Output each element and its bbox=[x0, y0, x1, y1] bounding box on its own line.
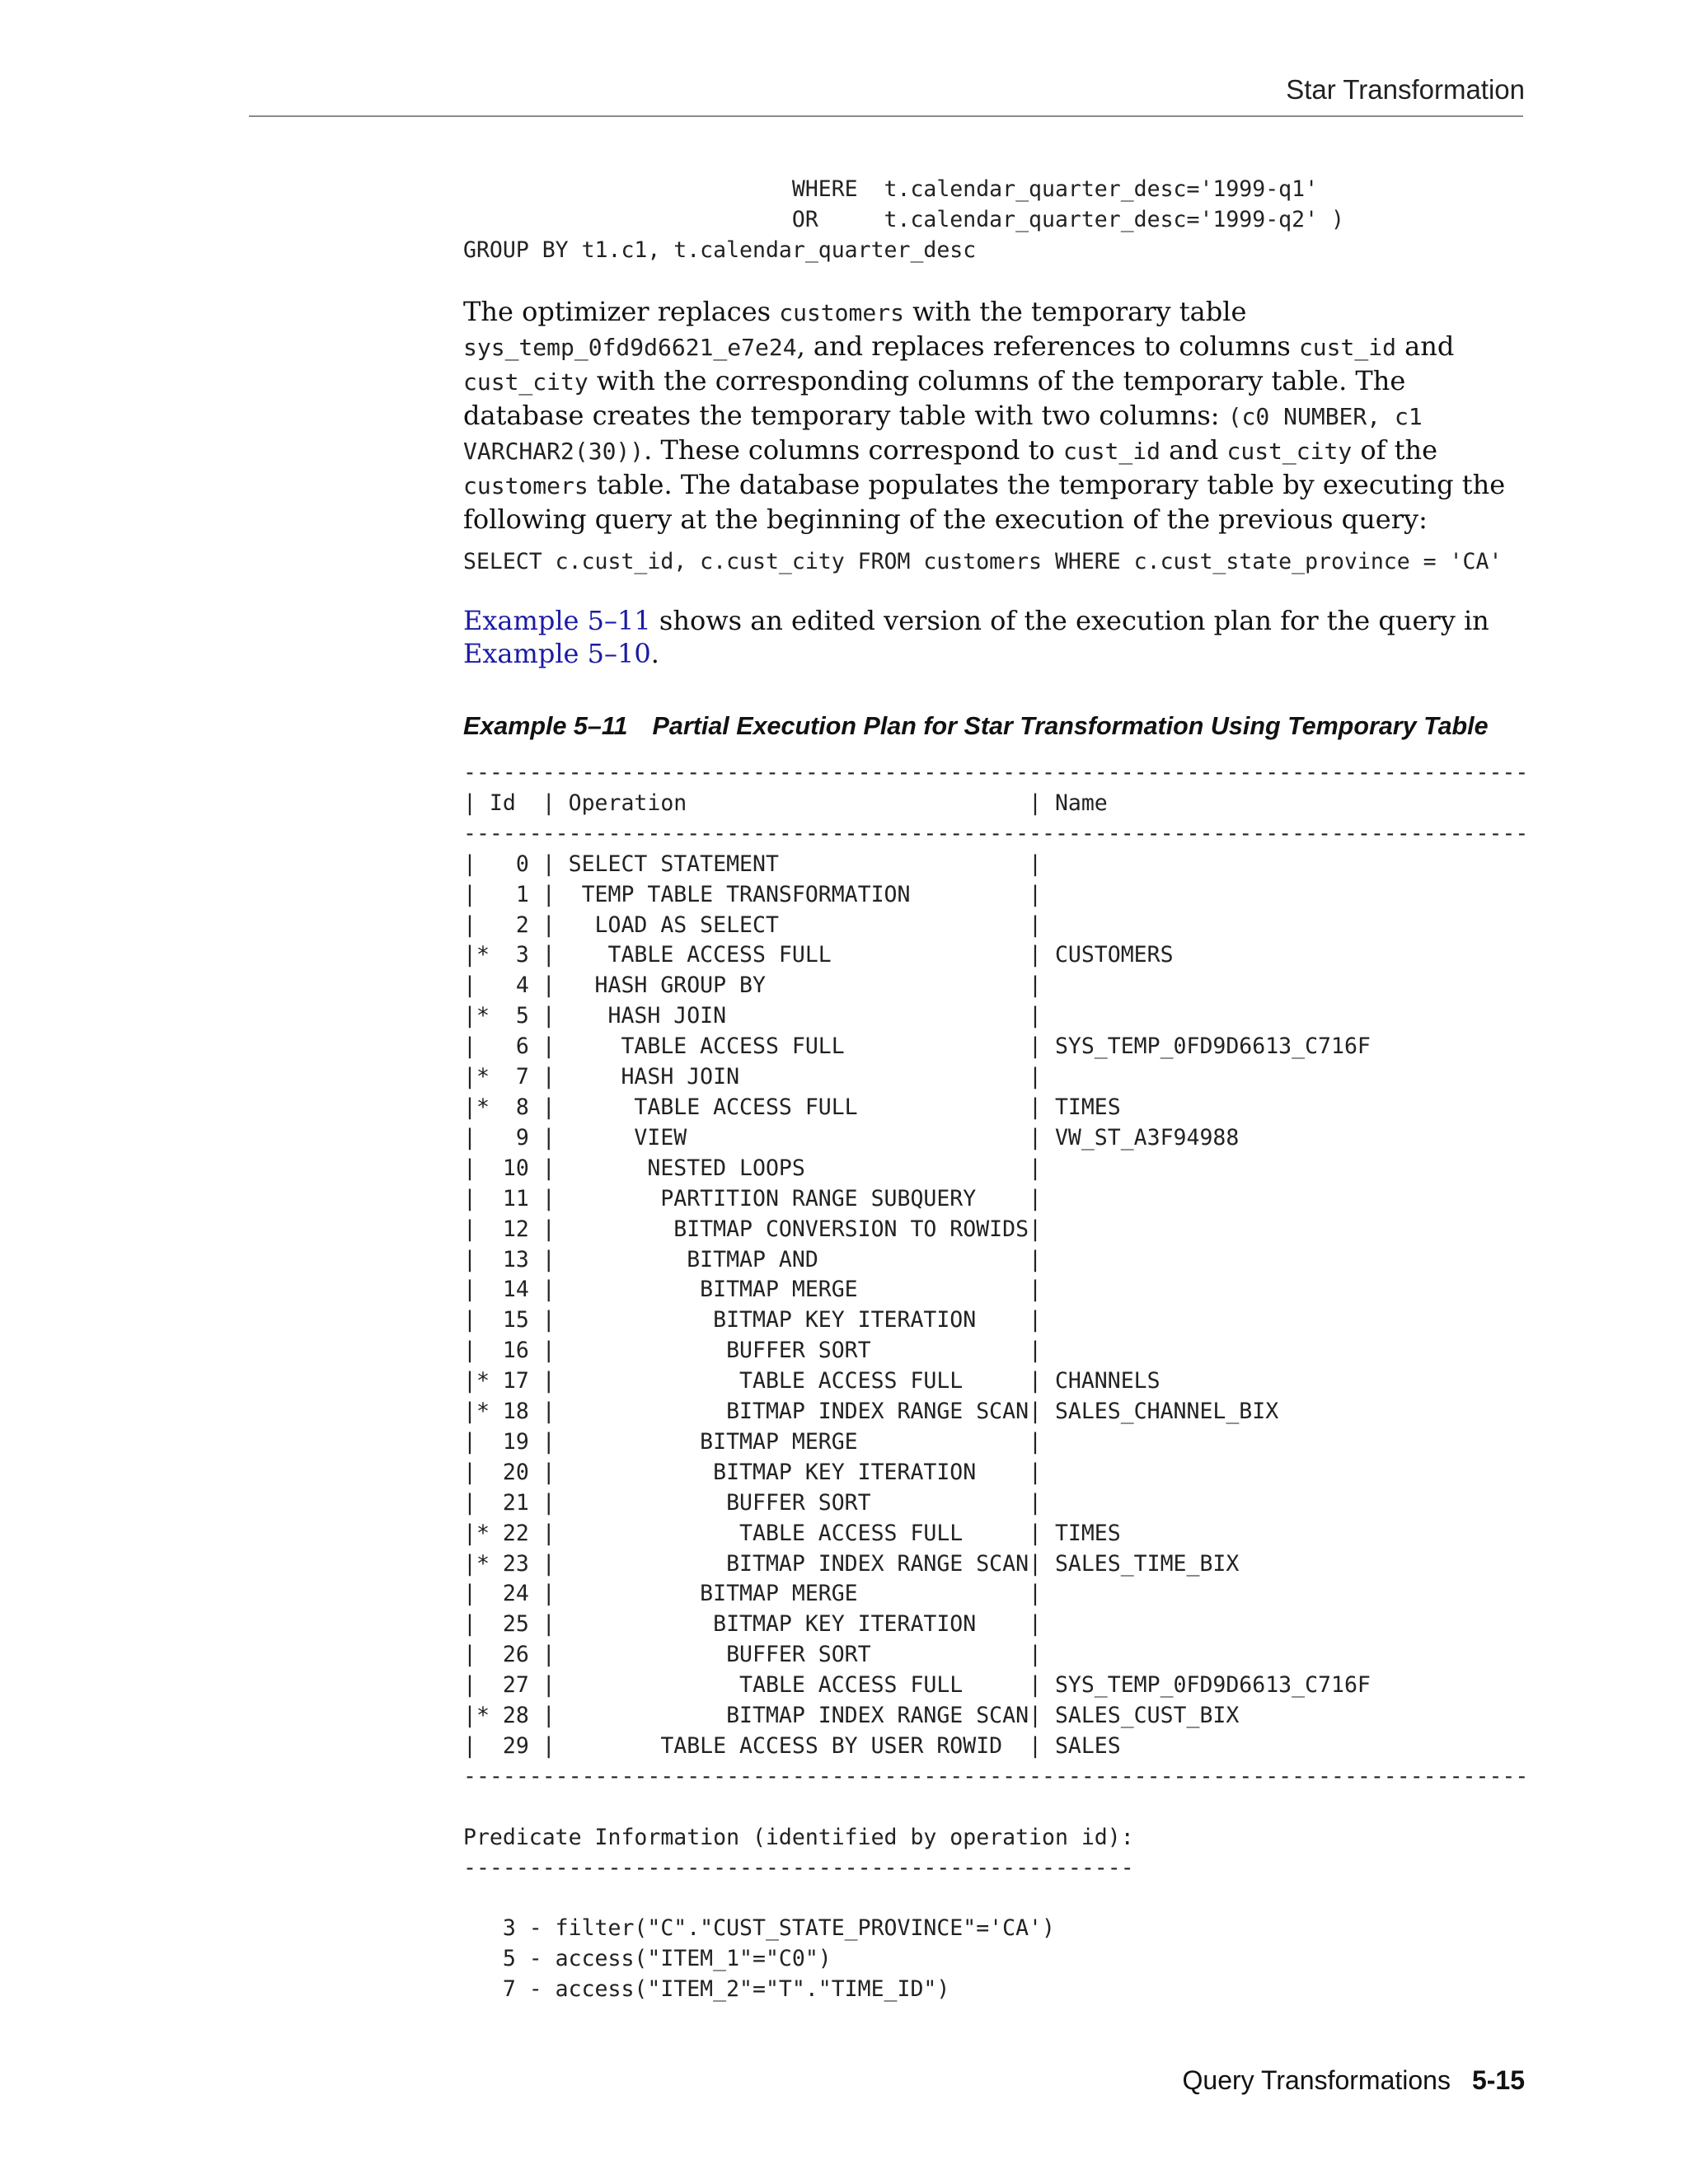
paragraph-temp-table-explanation: The optimizer replaces customers with the temporary table sys_temp_0fd9d6621_e7e24, and replaces references to columns cust_id and cust_city with the corresponding columns of the temporary table. The database creates the temporary table with two columns: (c0 NUMBER, c1 VARCHAR2(30)). These columns correspond to cust_id and cust_city of the customers table. The database populates the temporary table by executing the following query at the beginning of the execution of the previous query: bbox=[463, 296, 1506, 535]
example-label: Example 5–11 bbox=[463, 712, 628, 740]
code-block-group-by: WHERE t.calendar_quarter_desc='1999-q1' OR t.calendar_quarter_desc='1999-q2' ) GROUP BY t1.c1, t.calendar_quarter_desc bbox=[463, 176, 1344, 263]
header-rule bbox=[249, 115, 1523, 117]
link-example-5-11[interactable]: Example 5–11 bbox=[463, 605, 651, 636]
footer-section-title: Query Transformations bbox=[1182, 2065, 1451, 2095]
running-header-title: Star Transformation bbox=[1286, 74, 1525, 105]
execution-plan-listing: --------------------------------------------------------------------------------- | Id | Operation | Name --------------------------------------------------------------------------------- | 0 | SELECT STATEMENT | | 1 | TEMP TABLE TRANSFORMATION | | 2 | LOAD AS SELECT | |* 3 | TABLE ACCESS FULL | CUSTOMERS | 4 | HASH GROUP BY | |* 5 | HASH JOIN | | 6 | TABLE ACCESS FULL | SYS_TEMP_0FD9D6613_C716F |* 7 | HASH JOIN | |* 8 | TABLE ACCESS FULL | TIMES | 9 | VIEW | VW_ST_A3F94988 | 10 | NESTED LOOPS | | 11 | PARTITION RANGE SUBQUERY | | 12 | BITMAP CONVERSION TO ROWIDS| | 13 | BITMAP AND | | 14 | BITMAP MERGE | | 15 | BITMAP KEY ITERATION | | 16 | BUFFER SORT | |* 17 | TABLE ACCESS FULL | CHANNELS |* 18 | BITMAP INDEX RANGE SCAN| SALES_CHANNEL_BIX | 19 | BITMAP MERGE | | 20 | BITMAP KEY ITERATION | | 21 | BUFFER SORT | |* 22 | TABLE ACCESS FULL | TIMES |* 23 | BITMAP INDEX RANGE SCAN| SALES_TIME_BIX | 24 | BITMAP MERGE | | 25 | BITMAP KEY ITERATION | | 26 | BUFFER SORT | | 27 | TABLE ACCESS FULL | SYS_TEMP_0FD9D6613_C716F |* 28 | BITMAP INDEX RANGE SCAN| SALES_CUST_BIX | 29 | TABLE ACCESS BY USER ROWID | SALES --------------------------------------------------------------------------------- Predicate Information (identified by operation id): --------------------------------------------------- 3 - filter("C"."CUST_STATE_PROVINCE"='CA') 5 - access("ITEM_1"="C0") 7 - access("ITEM_2"="T"."TIME_ID") bbox=[463, 760, 1529, 2003]
page-footer bbox=[1183, 2065, 1526, 2096]
example-caption bbox=[463, 712, 1489, 741]
paragraph-example-reference: Example 5–11 shows an edited version of the execution plan for the query in Example 5–10. bbox=[463, 605, 1489, 669]
example-title: Partial Execution Plan for Star Transformation Using Temporary Table bbox=[652, 712, 1489, 740]
code-block-select-query: SELECT c.cust_id, c.cust_city FROM customers WHERE c.cust_state_province = 'CA' bbox=[463, 549, 1503, 574]
page-number: 5-15 bbox=[1471, 2065, 1525, 2095]
link-example-5-10[interactable]: Example 5–10 bbox=[463, 638, 651, 669]
